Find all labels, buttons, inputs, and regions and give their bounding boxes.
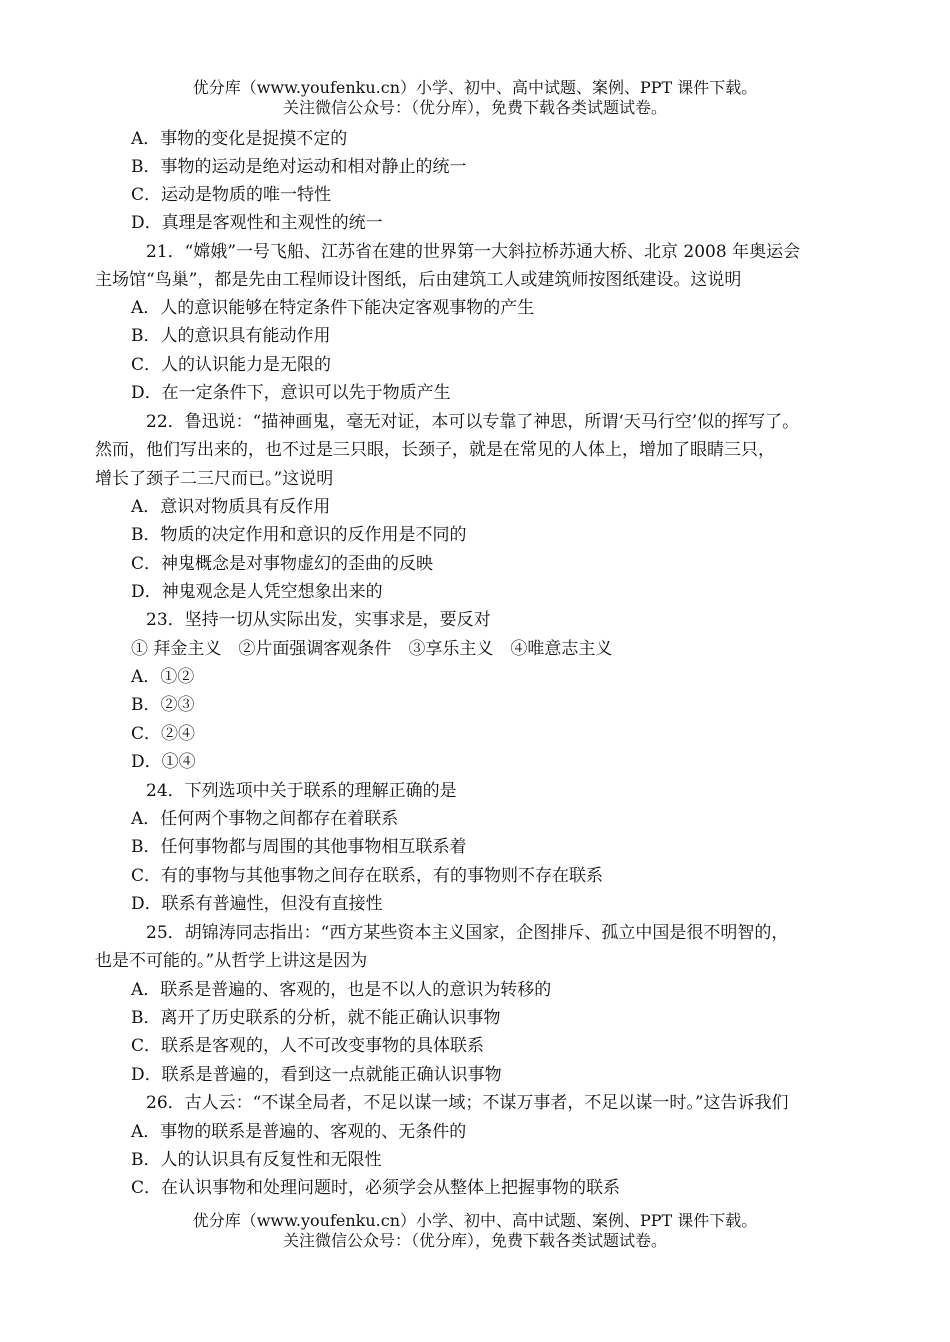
question-stem: 21．“嫦娥”一号飞船、江苏省在建的世界第一大斜拉桥苏通大桥、北京 2008 年奥运会 bbox=[146, 242, 801, 262]
option-b: B．物质的决定作用和意识的反作用是不同的 bbox=[131, 525, 467, 545]
option-a: A．事物的联系是普遍的、客观的、无条件的 bbox=[131, 1122, 467, 1142]
option-c: C．人的认识能力是无限的 bbox=[131, 355, 332, 375]
option-b: B．离开了历史联系的分析，就不能正确认识事物 bbox=[131, 1008, 501, 1028]
question-stem: 26．古人云：“不谋全局者，不足以谋一域；不谋万事者，不足以谋一时。”这告诉我们 bbox=[146, 1093, 789, 1113]
option-a: A．①② bbox=[131, 667, 195, 687]
option-c: C．联系是客观的，人不可改变事物的具体联系 bbox=[131, 1036, 485, 1056]
question-stem: 23．坚持一切从实际出发，实事求是，要反对 bbox=[146, 610, 491, 630]
option-a: A．人的意识能够在特定条件下能决定客观事物的产生 bbox=[131, 298, 535, 318]
option-d: D．联系是普遍的，看到这一点就能正确认识事物 bbox=[131, 1065, 502, 1085]
question-stem-continued: 增长了颈子二三尺而已。”这说明 bbox=[95, 469, 334, 489]
option-c: C．在认识事物和处理问题时，必须学会从整体上把握事物的联系 bbox=[131, 1178, 621, 1198]
option-a: A．联系是普遍的、客观的，也是不以人的意识为转移的 bbox=[131, 980, 552, 1000]
question-stem: 22．鲁迅说：“描神画鬼，毫无对证，本可以专靠了神思，所谓‘天马行空’似的挥写了。 bbox=[146, 412, 800, 432]
option-c: C．运动是物质的唯一特性 bbox=[131, 185, 332, 205]
option-a: A．意识对物质具有反作用 bbox=[131, 497, 331, 517]
footer-line-1: 优分库（www.youfenku.cn）小学、初中、高中试题、案例、PPT 课件下载。 bbox=[192, 1211, 758, 1230]
option-d: D．①④ bbox=[131, 752, 196, 772]
header-line-2: 关注微信公众号：（优分库），免费下载各类试题试卷。 bbox=[282, 98, 667, 117]
footer-line-2: 关注微信公众号：（优分库），免费下载各类试题试卷。 bbox=[282, 1231, 667, 1250]
option-b: B．事物的运动是绝对运动和相对静止的统一 bbox=[131, 157, 467, 177]
option-b: B．②③ bbox=[131, 695, 195, 715]
option-d: D．在一定条件下，意识可以先于物质产生 bbox=[131, 383, 451, 403]
option-b: B．人的意识具有能动作用 bbox=[131, 326, 331, 346]
option-d: D．神鬼观念是人凭空想象出来的 bbox=[131, 582, 383, 602]
option-d: D．联系有普遍性，但没有直接性 bbox=[131, 894, 383, 914]
question-items: ① 拜金主义 ②片面强调客观条件 ③享乐主义 ④唯意志主义 bbox=[131, 639, 613, 659]
option-c: C．神鬼概念是对事物虚幻的歪曲的反映 bbox=[131, 554, 434, 574]
question-stem: 24．下列选项中关于联系的理解正确的是 bbox=[146, 781, 457, 801]
option-b: B．任何事物都与周围的其他事物相互联系着 bbox=[131, 837, 467, 857]
option-b: B．人的认识具有反复性和无限性 bbox=[131, 1150, 382, 1170]
question-stem-continued: 也是不可能的。”从哲学上讲这是因为 bbox=[95, 951, 368, 971]
option-a: A．任何两个事物之间都存在着联系 bbox=[131, 809, 399, 829]
option-a: A．事物的变化是捉摸不定的 bbox=[131, 129, 348, 149]
question-stem-continued: 主场馆“鸟巢”，都是先由工程师设计图纸，后由建筑工人或建筑师按图纸建设。这说明 bbox=[95, 270, 742, 290]
question-stem-continued: 然而，他们写出来的，也不过是三只眼，长颈子，就是在常见的人体上，增加了眼睛三只， bbox=[95, 440, 775, 460]
option-d: D．真理是客观性和主观性的统一 bbox=[131, 213, 383, 233]
option-c: C．有的事物与其他事物之间存在联系，有的事物则不存在联系 bbox=[131, 866, 604, 886]
header-line-1: 优分库（www.youfenku.cn）小学、初中、高中试题、案例、PPT 课件下载。 bbox=[192, 78, 758, 97]
option-c: C．②④ bbox=[131, 724, 196, 744]
question-stem: 25．胡锦涛同志指出：“西方某些资本主义国家，企图排斥、孤立中国是很不明智的， bbox=[146, 923, 789, 943]
